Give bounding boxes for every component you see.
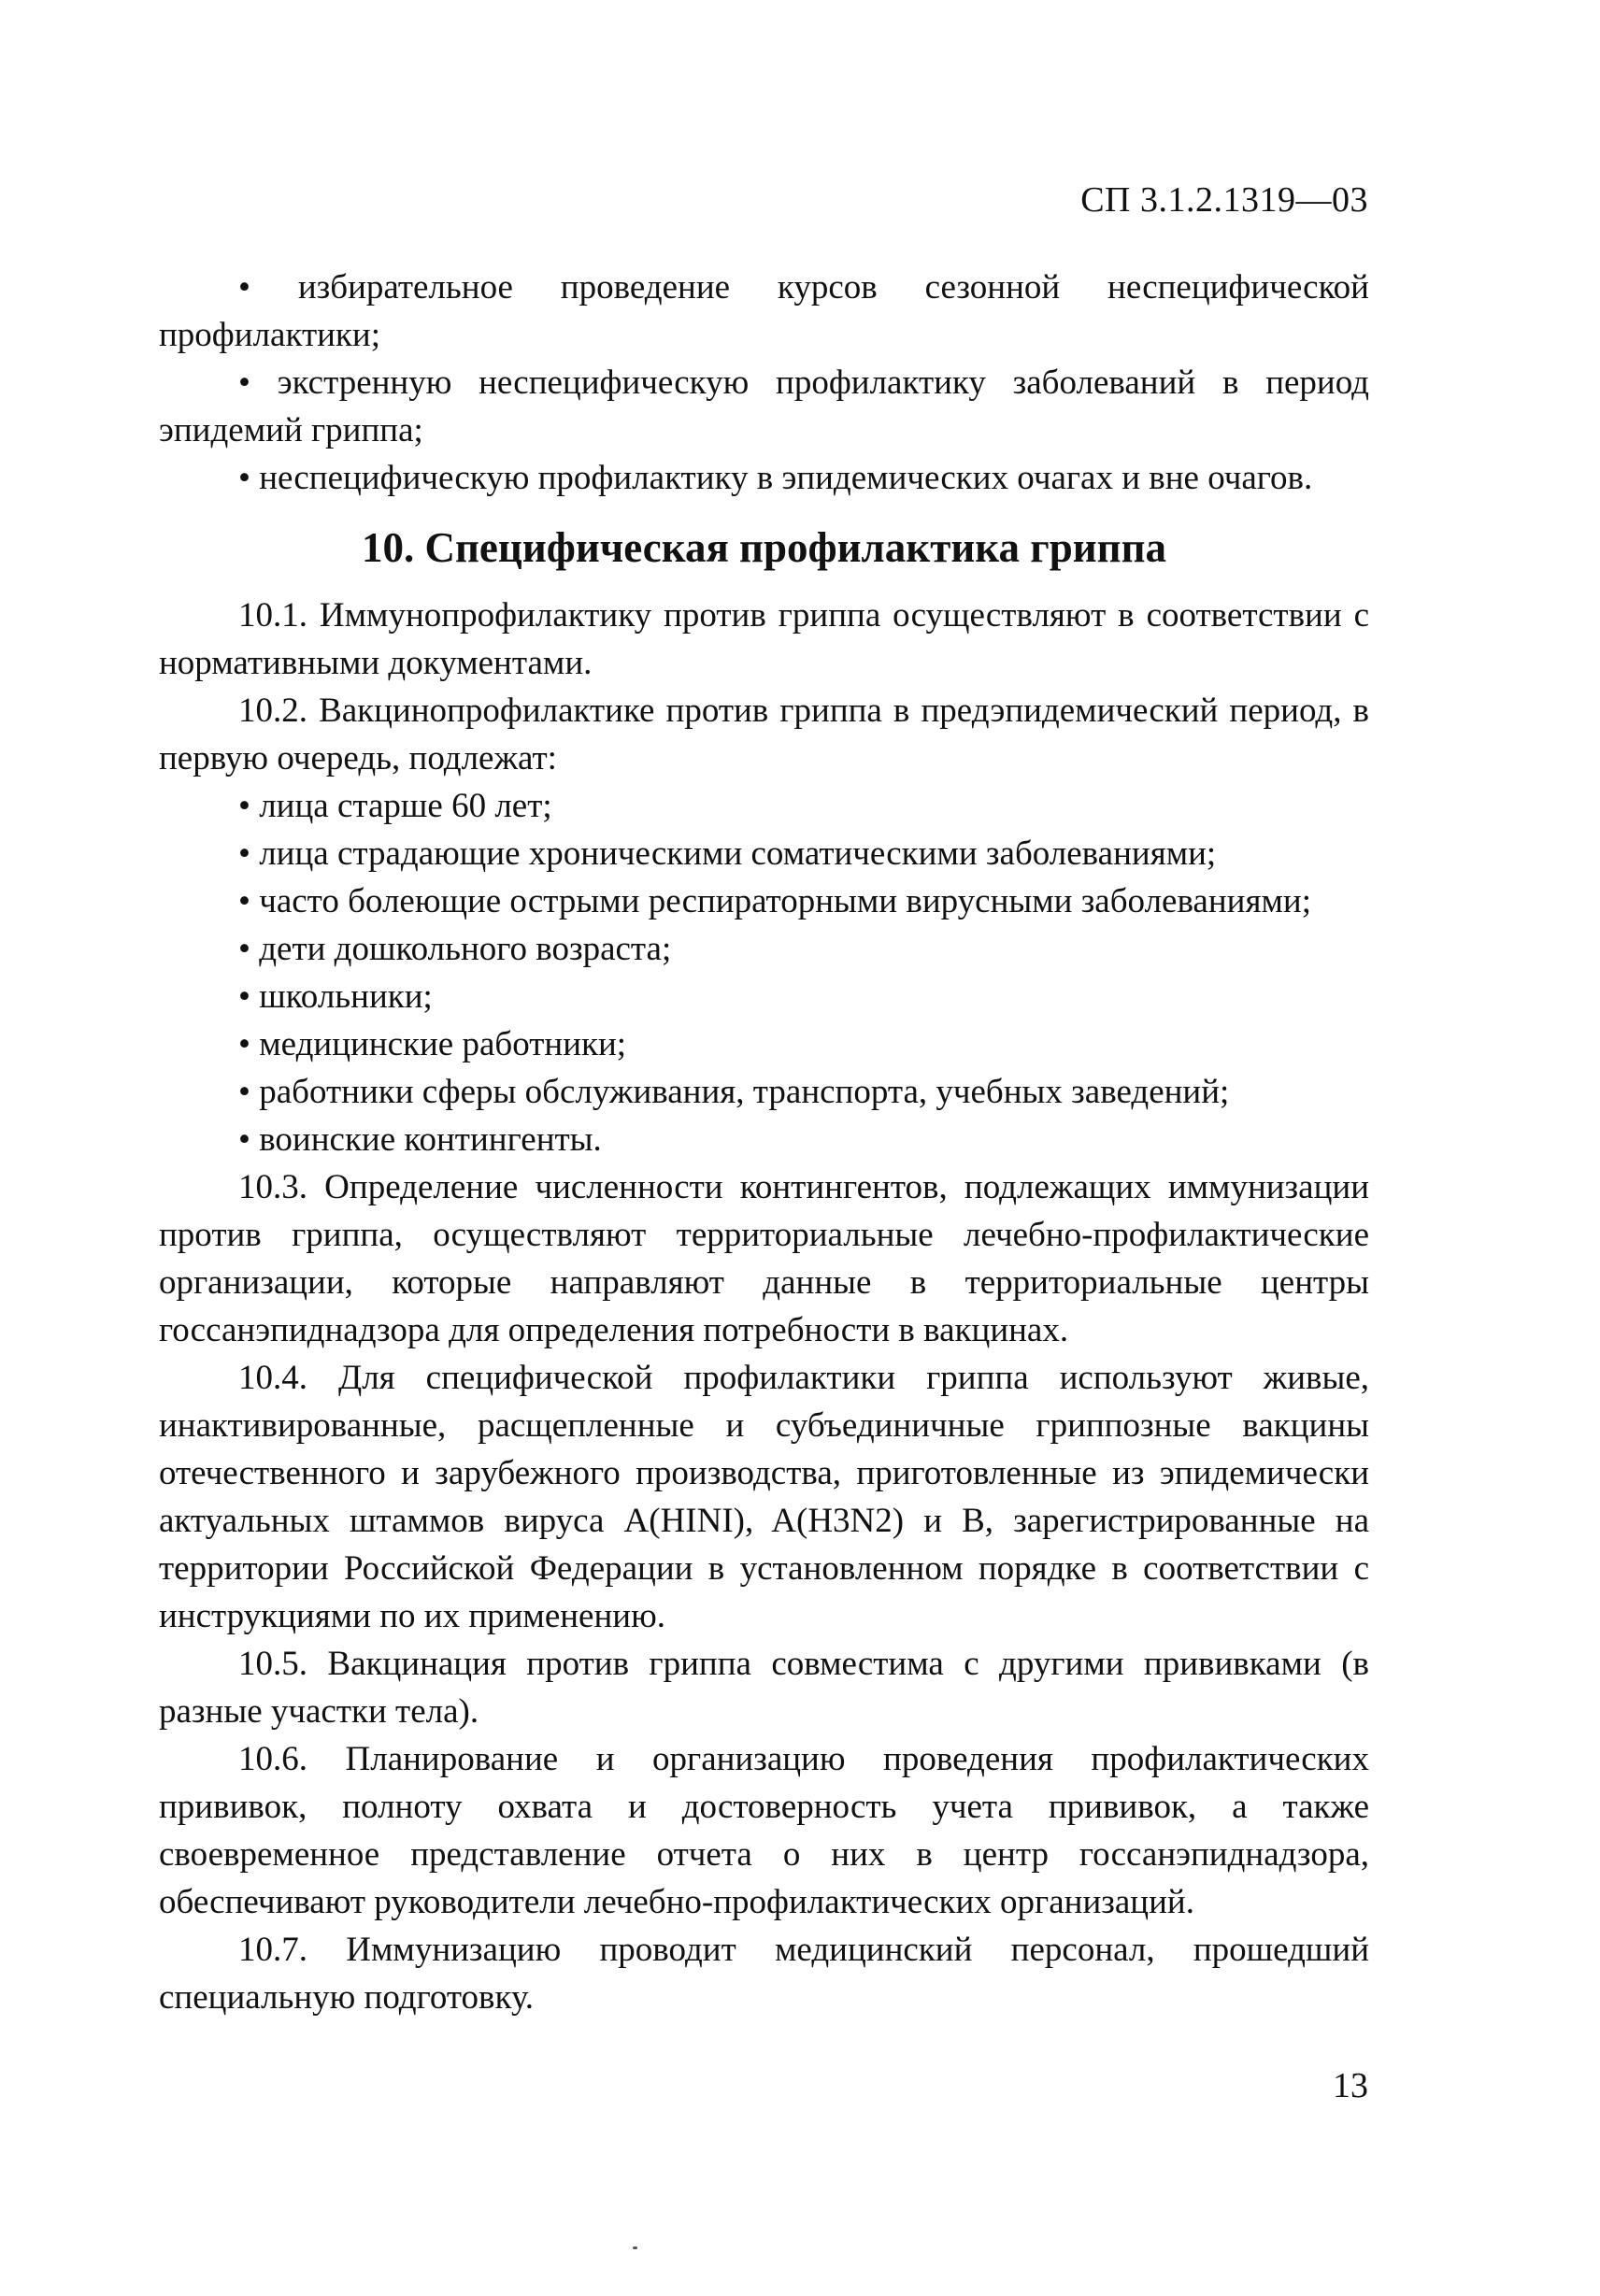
paragraph-10-2: 10.2. Вакцинопрофилактике против гриппа в предэпидемический период, в первую очередь, подлежат:: [159, 692, 1369, 777]
paragraph-10-3: 10.3. Определение численности контингентов, подлежащих иммунизации против гриппа, осуществляют территориальные лечебно-профилактические организации, которые направляют данные в территориальные центры госсанэпиднадзора для определения потребности в вакцинах.: [159, 1168, 1369, 1349]
document-body: [159, 264, 1369, 2021]
section-title: 10. Специфическая профилактика гриппа: [362, 524, 1166, 571]
eligible-group-item: • школьники;: [159, 973, 1369, 1020]
intro-bullet-item: • экстренную неспецифическую профилактику заболеваний в период эпидемий гриппа;: [159, 359, 1369, 454]
intro-bullet-item: • неспецифическую профилактику в эпидемических очагах и вне очагов.: [159, 454, 1369, 502]
document-code-header: СП 3.1.2.1319—03: [1080, 180, 1368, 220]
scan-speck: [633, 2246, 637, 2249]
eligible-group-item: • медицинские работники;: [159, 1020, 1369, 1068]
eligible-group-item: • лица страдающие хроническими соматическими заболеваниями;: [159, 830, 1369, 877]
paragraph-10-6: 10.6. Планирование и организацию проведения профилактических прививок, полноту охвата и достоверность учета прививок, а также своевременное представление отчета о них в центр госсанэпиднадзора, обеспечивают руководители лечебно-профилактических организаций.: [159, 1740, 1369, 1921]
paragraph-10-4: 10.4. Для специфической профилактики гриппа используют живые, инактивированные, расщепленные и субъединичные гриппозные вакцины отечественного и зарубежного производства, приготовленные из эпидемически актуальных штаммов вируса A(HINI), A(H3N2) и В, зарегистрированные на территории Российской Федерации в установленном порядке в соответствии с инструкциями по их применению.: [159, 1359, 1369, 1635]
page-number: 13: [1333, 2066, 1368, 2105]
paragraph-10-7: 10.7. Иммунизацию проводит медицинский персонал, прошедший специальную подготовку.: [159, 1931, 1369, 2017]
eligible-group-item: • дети дошкольного возраста;: [159, 925, 1369, 973]
paragraph-10-5: 10.5. Вакцинация против гриппа совместима с другими прививками (в разные участки тела).: [159, 1645, 1369, 1731]
eligible-group-item: • лица старше 60 лет;: [159, 782, 1369, 830]
intro-bullet-item: • избирательное проведение курсов сезонной неспецифической профилактики;: [159, 264, 1369, 359]
eligible-group-item: • часто болеющие острыми респираторными вирусными заболеваниями;: [159, 877, 1369, 925]
paragraph-10-1: 10.1. Иммунопрофилактику против гриппа осуществляют в соответствии с нормативными документами.: [159, 596, 1369, 682]
eligible-group-item: • работники сферы обслуживания, транспорта, учебных заведений;: [159, 1068, 1369, 1116]
eligible-group-item: • воинские контингенты.: [159, 1116, 1369, 1163]
